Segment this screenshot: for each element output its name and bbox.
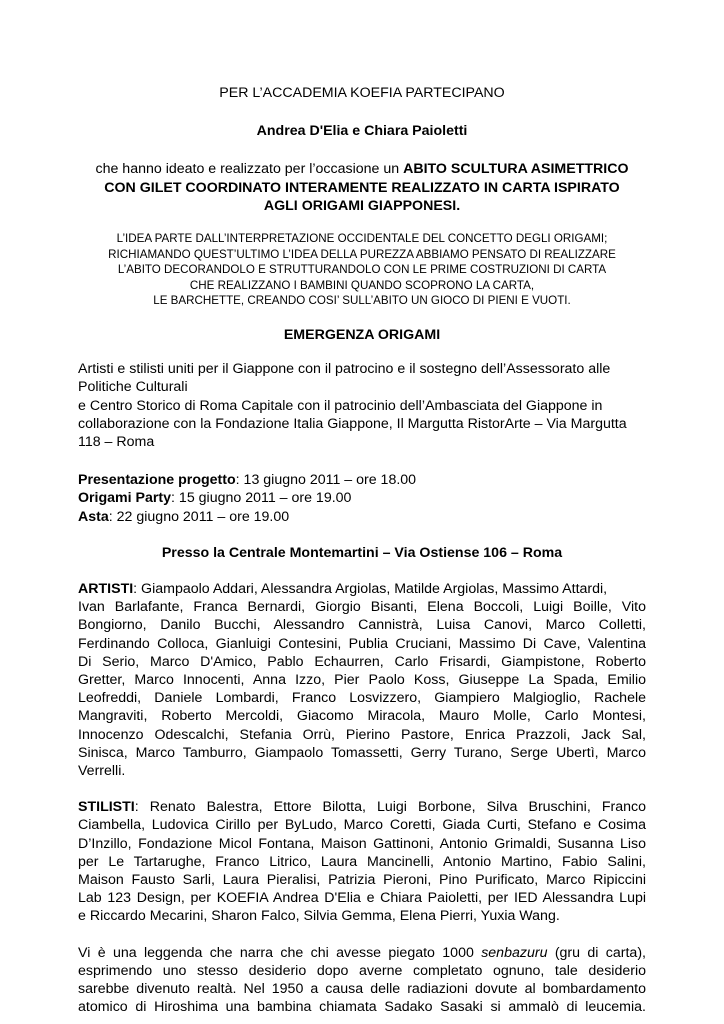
idea-line: CHE REALIZZANO I BAMBINI QUANDO SCOPRONO LA CARTA,	[189, 278, 535, 292]
stylists-line	[78, 798, 646, 816]
stylists-line: Lab 123 Design, per KOEFIA Andrea D'Elia e Chiara Paioletti, per IED Alessandra Lupi	[78, 890, 646, 907]
stylists-line: per Le Tartarughe, Franco Litrico, Laura Mancinelli, Antonio Martino, Fabio Salini,	[78, 853, 646, 870]
stylists-text: : Renato Balestra, Ettore Bilotta, Luigi Borbone, Silva Bruschini, Franco	[134, 799, 646, 816]
stylists-label: STILISTI	[78, 799, 135, 816]
legend-line: sarebbe divenuto realtà. Nel 1950 a causa delle radiazioni dovute al bombardamento	[78, 981, 646, 998]
artists-line: Sinisca, Marco Tamburro, Giampaolo Tomassetti, Gerry Turano, Serge Ubertì, Marco	[78, 744, 646, 761]
date-value: : 15 giugno 2011 – ore 19.00	[171, 490, 352, 507]
idea-line: RICHIAMANDO QUEST’ULTIMO L’IDEA DELLA PUREZZA ABBIAMO PENSATO DI REALIZZARE	[108, 247, 616, 261]
date-auction	[78, 508, 646, 526]
intro-paragraph	[78, 160, 646, 215]
intro-bold-1: ABITO SCULTURA ASIMETTRICO	[403, 161, 629, 178]
intro-line-1	[78, 160, 646, 178]
stylists-paragraph	[78, 798, 646, 925]
date-label: Presentazione progetto	[78, 472, 236, 489]
sponsors-line: 118 – Roma	[78, 434, 155, 450]
legend-paragraph	[78, 944, 646, 1017]
document-page	[78, 84, 646, 1016]
idea-line: LE BARCHETTE, CREANDO COSI’ SULL’ABITO UN GIOCO DI PIENI E VUOTI.	[153, 294, 571, 308]
sponsors-line: collaborazione con la Fondazione Italia Giappone, Il Margutta RistorArte – Via Margutta	[78, 415, 627, 432]
dates-block	[78, 471, 646, 526]
artists-line: Mangraviti, Roberto Mercoldi, Giacomo Miracola, Mauro Molle, Carlo Montesi,	[78, 708, 646, 725]
date-presentation	[78, 471, 646, 489]
artists-text: : Giampaolo Addari, Alessandra Argiolas, Matilde Argiolas, Massimo Attardi,	[133, 581, 608, 598]
sponsors-line: Politiche Culturali	[78, 379, 188, 396]
artists-label: ARTISTI	[78, 581, 134, 598]
stylists-line: Ciambella, Ludovica Cirillo per ByLudo, Marco Coretti, Giada Curti, Stefano e Cosima	[78, 817, 646, 834]
idea-line: L’ABITO DECORANDOLO E STRUTTURANDOLO CON LE PRIME COSTRUZIONI DI CARTA	[117, 263, 607, 277]
legend-line: esprimendo uno stesso desiderio dopo averne completato ognuno, tale desiderio	[78, 962, 646, 979]
stylists-line: D’Inzillo, Fondazione Micol Fontana, Maison Gattinoni, Antonio Grimaldi, Susanna Liso	[78, 835, 646, 852]
sponsors-paragraph	[78, 360, 646, 451]
date-label: Asta	[78, 508, 109, 525]
heading: PER L’ACCADEMIA KOEFIA PARTECIPANO	[219, 85, 505, 101]
artists-line	[78, 580, 646, 598]
artists-line: Innocenzo Odescalchi, Stefania Orrù, Pierino Pastore, Enrica Prazzoli, Jack Sal,	[78, 726, 646, 743]
intro-bold-3: AGLI ORIGAMI GIAPPONESI.	[263, 197, 461, 214]
sponsors-line: e Centro Storico di Roma Capitale con il patrocinio dell’Ambasciata del Giappone in	[78, 397, 603, 414]
date-origami-party	[78, 489, 646, 507]
date-value: : 13 giugno 2011 – ore 18.00	[235, 472, 417, 489]
intro-plain: che hanno ideato e realizzato per l’occasione un	[95, 161, 404, 178]
authors: Andrea D'Elia e Chiara Paioletti	[256, 123, 468, 140]
artists-line: Di Serio, Marco D'Amico, Pablo Echaurren, Carlo Frisardi, Giampistone, Roberto	[78, 653, 646, 670]
idea-paragraph	[78, 231, 646, 309]
legend-italic-word: senbazuru	[481, 944, 548, 961]
legend-line	[78, 944, 646, 962]
artists-line: Ferdinando Colloca, Gianluigi Contesini, Publia Cruciani, Massimo Di Cave, Valentina	[78, 635, 646, 652]
venue: Presso la Centrale Montemartini – Via Ostiense 106 – Roma	[161, 544, 563, 561]
artists-line: Gretter, Marco Innocenti, Anna Izzo, Pier Paolo Koss, Giuseppe La Spada, Emilio	[78, 672, 646, 689]
artists-line: Bongiorno, Danilo Bucchi, Alessandro Cannistrà, Luisa Canovi, Marco Colletti,	[78, 617, 646, 634]
sponsors-line: Artisti e stilisti uniti per il Giappone con il patrocino e il sostegno dell’Assessorato alle	[78, 361, 611, 378]
stylists-line: e Riccardo Mecarini, Sharon Falco, Silvia Gemma, Elena Pierri, Yuxia Wang.	[78, 908, 560, 925]
artists-line: Verrelli.	[78, 763, 126, 780]
date-value: : 22 giugno 2011 – ore 19.00	[108, 508, 290, 525]
intro-bold-2: CON GILET COORDINATO INTERAMENTE REALIZZATO IN CARTA ISPIRATO	[104, 179, 620, 196]
legend-text: Vi è una leggenda che narra che chi avesse piegato 1000	[78, 944, 482, 961]
legend-text: (gru di carta),	[547, 944, 646, 961]
date-label: Origami Party	[78, 490, 172, 507]
legend-line: atomico di Hiroshima una bambina chiamata Sadako Sasaki si ammalò di leucemia.	[78, 999, 646, 1016]
idea-line: L’IDEA PARTE DALL’INTERPRETAZIONE OCCIDENTALE DEL CONCETTO DEGLI ORIGAMI;	[116, 232, 608, 246]
artists-paragraph	[78, 580, 646, 780]
stylists-line: Maison Fausto Sarli, Laura Pieralisi, Patrizia Pieroni, Pino Purificato, Marco Ripiccini	[78, 872, 646, 889]
artists-line: Ivan Barlafante, Franca Bernardi, Giorgio Bisanti, Elena Boccoli, Luigi Boille, Vito	[78, 599, 646, 616]
event-title: EMERGENZA ORIGAMI	[283, 326, 441, 343]
artists-line: Leofreddi, Daniele Lombardi, Franco Losvizzero, Giampiero Malgioglio, Rachele	[78, 690, 646, 707]
